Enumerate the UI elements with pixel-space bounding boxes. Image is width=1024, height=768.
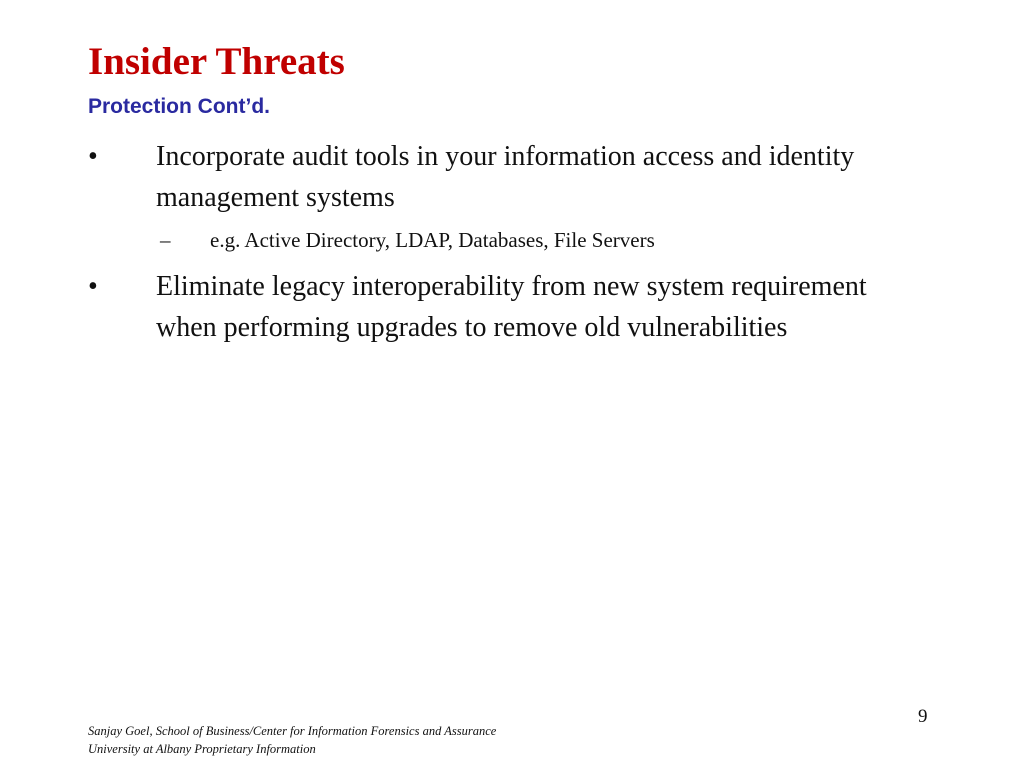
sub-bullet-text: e.g. Active Directory, LDAP, Databases, File Servers [210, 228, 655, 252]
bullet-text: Eliminate legacy interoperability from new system requirement when performing upgrades to remove old vulnerabilities [156, 271, 867, 343]
footer-proprietary-line: University at Albany Proprietary Information [88, 742, 316, 756]
bullet-marker: • [88, 141, 98, 172]
bullet-item [0, 136, 1024, 218]
sub-bullet-marker: – [160, 228, 171, 252]
bullet-list [0, 136, 1024, 356]
bullet-text: Incorporate audit tools in your information access and identity management systems [156, 141, 855, 213]
slide-title: Insider Threats [88, 40, 345, 83]
bullet-item [0, 266, 1024, 348]
sub-bullet-item [0, 224, 1024, 256]
footer-author-line: Sanjay Goel, School of Business/Center for Information Forensics and Assurance [88, 724, 497, 738]
slide-subtitle: Protection Cont’d. [88, 95, 270, 118]
page-number: 9 [918, 706, 928, 727]
bullet-marker: • [88, 271, 98, 302]
slide-footer [88, 722, 496, 758]
